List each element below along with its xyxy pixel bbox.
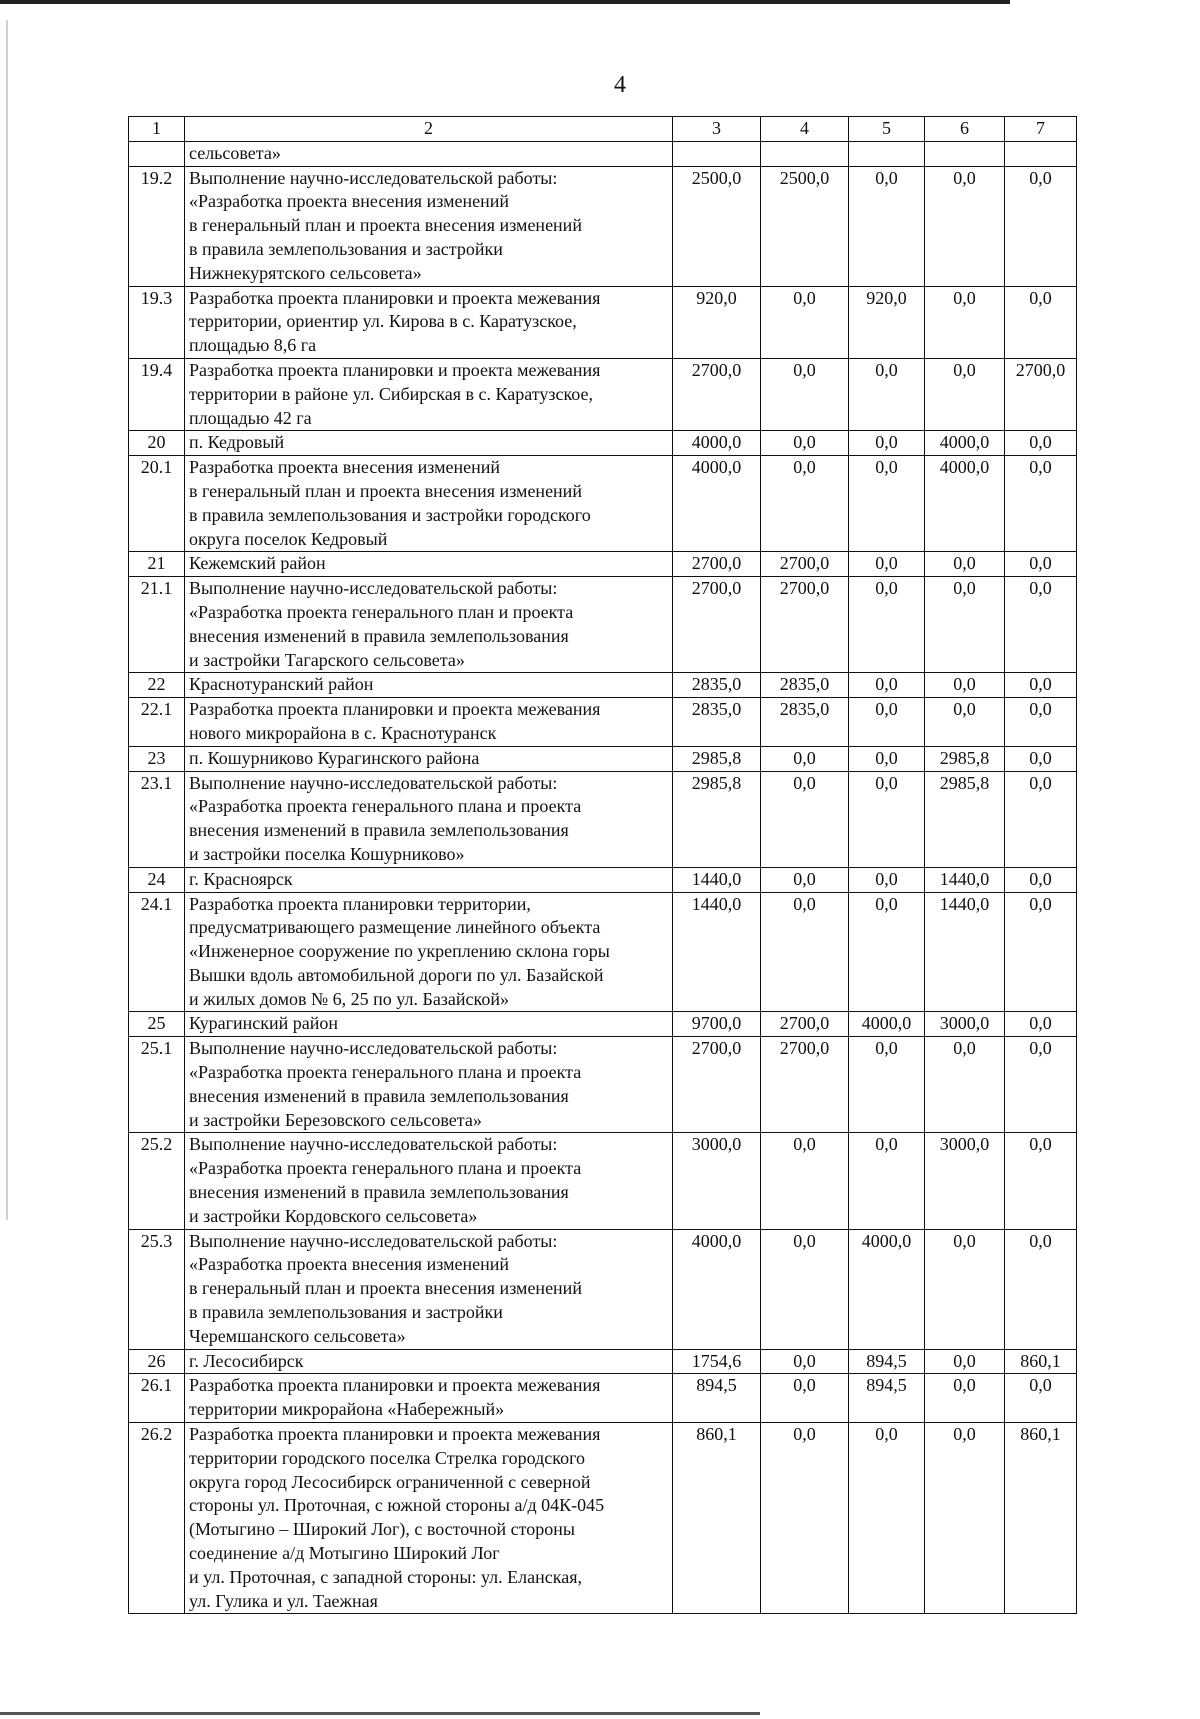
value-col-5: 0,0	[849, 698, 925, 747]
row-number: 25.3	[129, 1229, 185, 1349]
description-line: внесения изменений в правила землепользования	[189, 625, 569, 646]
description-line: и застройки поселка Кошурниково»	[189, 843, 465, 864]
row-number: 21.1	[129, 577, 185, 673]
description-line: п. Кошурниково Курагинского района	[189, 747, 480, 768]
header-cell-1: 1	[129, 117, 185, 142]
value-col-5: 0,0	[849, 456, 925, 552]
value-col-7: 860,1	[1005, 1349, 1077, 1374]
value-col-3: 1440,0	[673, 867, 761, 892]
header-cell-2: 2	[185, 117, 673, 142]
value-col-4: 2835,0	[761, 698, 849, 747]
value-col-6: 4000,0	[925, 431, 1005, 456]
table-row	[129, 771, 1077, 867]
header-cell-5: 5	[849, 117, 925, 142]
row-number: 23	[129, 746, 185, 771]
value-col-6: 3000,0	[925, 1133, 1005, 1229]
header-cell-7: 7	[1005, 117, 1077, 142]
description-line: Выполнение научно-исследовательской работы:	[189, 167, 558, 188]
row-number: 21	[129, 552, 185, 577]
value-col-5: 0,0	[849, 746, 925, 771]
value-col-4: 0,0	[761, 431, 849, 456]
row-number: 24.1	[129, 892, 185, 1012]
row-description	[185, 698, 673, 747]
value-col-7: 0,0	[1005, 892, 1077, 1012]
value-col-7: 0,0	[1005, 431, 1077, 456]
scan-edge-top	[0, 0, 1010, 4]
description-line: внесения изменений в правила землепользования	[189, 1085, 569, 1106]
header-cell-4: 4	[761, 117, 849, 142]
value-col-7: 0,0	[1005, 1012, 1077, 1037]
row-number: 25.2	[129, 1133, 185, 1229]
value-col-4: 0,0	[761, 867, 849, 892]
value-col-4: 0,0	[761, 358, 849, 430]
table-row	[129, 892, 1077, 1012]
description-line: «Разработка проекта внесения изменений	[189, 191, 509, 212]
row-number: 20	[129, 431, 185, 456]
scan-edge-left	[6, 20, 8, 1220]
description-line: предусматривающего размещение линейного объекта	[189, 917, 601, 938]
description-line: и застройки Кордовского сельсовета»	[189, 1205, 478, 1226]
value-col-4: 0,0	[761, 1229, 849, 1349]
value-col-4	[761, 141, 849, 166]
description-line: территории в районе ул. Сибирская в с. Каратузское,	[189, 383, 594, 404]
description-line: г. Лесосибирск	[189, 1350, 304, 1371]
description-line: Курагинский район	[189, 1013, 339, 1034]
value-col-4: 0,0	[761, 892, 849, 1012]
value-col-7: 0,0	[1005, 698, 1077, 747]
value-col-6: 0,0	[925, 698, 1005, 747]
table-row	[129, 673, 1077, 698]
description-line: и жилых домов № 6, 25 по ул. Базайской»	[189, 988, 509, 1009]
row-number: 26.1	[129, 1374, 185, 1423]
value-col-5: 894,5	[849, 1374, 925, 1423]
value-col-4: 2500,0	[761, 166, 849, 286]
description-line: внесения изменений в правила землепользования	[189, 1182, 569, 1203]
value-col-6: 0,0	[925, 166, 1005, 286]
description-line: в генеральный план и проекта внесения изменений	[189, 1278, 582, 1299]
description-line: «Разработка проекта генерального плана и проекта	[189, 1062, 582, 1083]
row-description	[185, 673, 673, 698]
description-line: территории, ориентир ул. Кирова в с. Каратузское,	[189, 311, 577, 332]
value-col-4: 0,0	[761, 1133, 849, 1229]
description-line: округа город Лесосибирск ограниченной с северной	[189, 1471, 591, 1492]
value-col-3: 4000,0	[673, 456, 761, 552]
value-col-7: 2700,0	[1005, 358, 1077, 430]
description-line: ул. Гулика и ул. Таежная	[189, 1590, 378, 1611]
value-col-5	[849, 141, 925, 166]
value-col-7: 0,0	[1005, 456, 1077, 552]
description-line: округа поселок Кедровый	[189, 528, 388, 549]
value-col-3: 2835,0	[673, 673, 761, 698]
description-line: Вышки вдоль автомобильной дороги по ул. Базайской	[189, 964, 604, 985]
row-description	[185, 1229, 673, 1349]
scan-edge-bottom	[0, 1712, 760, 1715]
value-col-5: 894,5	[849, 1349, 925, 1374]
value-col-3: 2700,0	[673, 1037, 761, 1133]
row-number: 25	[129, 1012, 185, 1037]
row-number: 23.1	[129, 771, 185, 867]
row-number: 26.2	[129, 1423, 185, 1614]
table-row	[129, 286, 1077, 358]
table-body	[129, 117, 1077, 1614]
value-col-3: 4000,0	[673, 1229, 761, 1349]
table-row	[129, 1229, 1077, 1349]
value-col-6: 0,0	[925, 1423, 1005, 1614]
value-col-4: 2700,0	[761, 552, 849, 577]
table-row	[129, 698, 1077, 747]
value-col-7: 0,0	[1005, 746, 1077, 771]
value-col-7: 860,1	[1005, 1423, 1077, 1614]
value-col-6: 0,0	[925, 286, 1005, 358]
row-description	[185, 867, 673, 892]
value-col-7: 0,0	[1005, 1374, 1077, 1423]
table-row	[129, 1374, 1077, 1423]
row-number: 20.1	[129, 456, 185, 552]
description-line: Разработка проекта планировки и проекта межевания	[189, 287, 601, 308]
row-description	[185, 141, 673, 166]
value-col-6: 0,0	[925, 1374, 1005, 1423]
row-number: 19.3	[129, 286, 185, 358]
value-col-5: 4000,0	[849, 1229, 925, 1349]
description-line: и застройки Тагарского сельсовета»	[189, 649, 465, 670]
description-line: Разработка проекта планировки и проекта межевания	[189, 1424, 601, 1445]
value-col-3: 3000,0	[673, 1133, 761, 1229]
row-number: 22.1	[129, 698, 185, 747]
description-line: Выполнение научно-исследовательской работы:	[189, 578, 558, 599]
value-col-3: 1754,6	[673, 1349, 761, 1374]
row-number	[129, 141, 185, 166]
row-number: 19.4	[129, 358, 185, 430]
value-col-7: 0,0	[1005, 577, 1077, 673]
value-col-3	[673, 141, 761, 166]
value-col-6: 0,0	[925, 1037, 1005, 1133]
table-row	[129, 1037, 1077, 1133]
value-col-5: 0,0	[849, 1037, 925, 1133]
value-col-7: 0,0	[1005, 673, 1077, 698]
value-col-5: 0,0	[849, 358, 925, 430]
description-line: территории городского поселка Стрелка городского	[189, 1447, 586, 1468]
value-col-7: 0,0	[1005, 552, 1077, 577]
value-col-7: 0,0	[1005, 1037, 1077, 1133]
description-line: п. Кедровый	[189, 432, 285, 453]
value-col-4: 0,0	[761, 771, 849, 867]
description-line: Черемшанского сельсовета»	[189, 1325, 406, 1346]
page-number: 4	[614, 72, 626, 98]
row-description	[185, 552, 673, 577]
value-col-3: 2985,8	[673, 746, 761, 771]
value-col-7: 0,0	[1005, 867, 1077, 892]
description-line: площадью 8,6 га	[189, 335, 317, 356]
row-description	[185, 1374, 673, 1423]
value-col-3: 920,0	[673, 286, 761, 358]
value-col-6: 4000,0	[925, 456, 1005, 552]
row-description	[185, 1133, 673, 1229]
value-col-6: 0,0	[925, 552, 1005, 577]
value-col-6: 2985,8	[925, 771, 1005, 867]
value-col-6: 2985,8	[925, 746, 1005, 771]
description-line: и ул. Проточная, с западной стороны: ул. Еланская,	[189, 1566, 582, 1587]
table-row	[129, 358, 1077, 430]
value-col-4: 0,0	[761, 456, 849, 552]
description-line: в правила землепользования и застройки	[189, 238, 503, 259]
value-col-3: 4000,0	[673, 431, 761, 456]
row-description	[185, 1012, 673, 1037]
description-line: стороны ул. Проточная, с южной стороны а/д 04К-045	[189, 1495, 605, 1516]
table-row	[129, 867, 1077, 892]
value-col-3: 2700,0	[673, 552, 761, 577]
header-cell-3: 3	[673, 117, 761, 142]
table-row	[129, 552, 1077, 577]
description-line: Разработка проекта планировки и проекта межевания	[189, 1375, 601, 1396]
value-col-7: 0,0	[1005, 771, 1077, 867]
value-col-6: 3000,0	[925, 1012, 1005, 1037]
value-col-4: 0,0	[761, 1423, 849, 1614]
value-col-3: 2835,0	[673, 698, 761, 747]
value-col-3: 894,5	[673, 1374, 761, 1423]
value-col-3: 860,1	[673, 1423, 761, 1614]
row-description	[185, 892, 673, 1012]
value-col-6: 0,0	[925, 1229, 1005, 1349]
row-description	[185, 577, 673, 673]
value-col-7: 0,0	[1005, 1133, 1077, 1229]
table-row	[129, 1133, 1077, 1229]
header-cell-6: 6	[925, 117, 1005, 142]
value-col-3: 2500,0	[673, 166, 761, 286]
row-number: 24	[129, 867, 185, 892]
table-row	[129, 1349, 1077, 1374]
description-line: «Разработка проекта генерального плана и проекта	[189, 796, 582, 817]
value-col-5: 0,0	[849, 577, 925, 673]
row-description	[185, 1349, 673, 1374]
description-line: в генеральный план и проекта внесения изменений	[189, 215, 582, 236]
row-description	[185, 358, 673, 430]
value-col-4: 0,0	[761, 746, 849, 771]
value-col-4: 2835,0	[761, 673, 849, 698]
table-row	[129, 431, 1077, 456]
table-row	[129, 1423, 1077, 1614]
value-col-5: 0,0	[849, 1133, 925, 1229]
description-line: Разработка проекта внесения изменений	[189, 457, 500, 478]
row-number: 19.2	[129, 166, 185, 286]
description-line: «Разработка проекта внесения изменений	[189, 1254, 509, 1275]
description-line: Выполнение научно-исследовательской работы:	[189, 772, 558, 793]
description-line: Разработка проекта планировки территории,	[189, 893, 531, 914]
value-col-4: 0,0	[761, 286, 849, 358]
value-col-7: 0,0	[1005, 1229, 1077, 1349]
row-description	[185, 746, 673, 771]
description-line: Краснотуранский район	[189, 674, 374, 695]
value-col-5: 0,0	[849, 867, 925, 892]
value-col-5: 0,0	[849, 673, 925, 698]
row-number: 25.1	[129, 1037, 185, 1133]
value-col-6: 0,0	[925, 1349, 1005, 1374]
value-col-7	[1005, 141, 1077, 166]
description-line: площадью 42 га	[189, 407, 312, 428]
value-col-5: 0,0	[849, 892, 925, 1012]
description-line: «Инженерное сооружение по укреплению склона горы	[189, 941, 610, 962]
table-header-row	[129, 117, 1077, 142]
description-line: территории микрорайона «Набережный»	[189, 1399, 505, 1420]
row-description	[185, 431, 673, 456]
description-line: г. Красноярск	[189, 868, 293, 889]
row-number: 26	[129, 1349, 185, 1374]
description-line: Кежемский район	[189, 553, 326, 574]
value-col-5: 920,0	[849, 286, 925, 358]
row-description	[185, 1037, 673, 1133]
table-row	[129, 456, 1077, 552]
value-col-6: 0,0	[925, 358, 1005, 430]
description-line: в генеральный план и проекта внесения изменений	[189, 480, 582, 501]
row-number: 22	[129, 673, 185, 698]
table-row	[129, 577, 1077, 673]
row-description	[185, 286, 673, 358]
value-col-4: 0,0	[761, 1349, 849, 1374]
value-col-6: 1440,0	[925, 867, 1005, 892]
value-col-3: 1440,0	[673, 892, 761, 1012]
value-col-4: 2700,0	[761, 577, 849, 673]
budget-table	[128, 116, 1077, 1614]
value-col-4: 0,0	[761, 1374, 849, 1423]
value-col-5: 4000,0	[849, 1012, 925, 1037]
value-col-5: 0,0	[849, 431, 925, 456]
description-line: соединение а/д Мотыгино Широкий Лог	[189, 1543, 500, 1564]
table-row	[129, 1012, 1077, 1037]
value-col-7: 0,0	[1005, 286, 1077, 358]
description-line: и застройки Березовского сельсовета»	[189, 1109, 482, 1130]
value-col-7: 0,0	[1005, 166, 1077, 286]
value-col-5: 0,0	[849, 1423, 925, 1614]
description-line: в правила землепользования и застройки городского	[189, 504, 591, 525]
value-col-6: 0,0	[925, 673, 1005, 698]
value-col-3: 2985,8	[673, 771, 761, 867]
description-line: нового микрорайона в с. Краснотуранск	[189, 722, 497, 743]
row-description	[185, 771, 673, 867]
table-row	[129, 141, 1077, 166]
description-line: Выполнение научно-исследовательской работы:	[189, 1230, 558, 1251]
value-col-6: 1440,0	[925, 892, 1005, 1012]
value-col-4: 2700,0	[761, 1037, 849, 1133]
value-col-6: 0,0	[925, 577, 1005, 673]
value-col-3: 2700,0	[673, 577, 761, 673]
value-col-5: 0,0	[849, 166, 925, 286]
row-description	[185, 166, 673, 286]
description-line: Нижнекурятского сельсовета»	[189, 262, 422, 283]
description-line: Выполнение научно-исследовательской работы:	[189, 1134, 558, 1155]
value-col-3: 2700,0	[673, 358, 761, 430]
description-line: Разработка проекта планировки и проекта межевания	[189, 699, 601, 720]
row-description	[185, 1423, 673, 1614]
description-line: внесения изменений в правила землепользования	[189, 820, 569, 841]
row-description	[185, 456, 673, 552]
description-line: в правила землепользования и застройки	[189, 1302, 503, 1323]
description-line: Выполнение научно-исследовательской работы:	[189, 1038, 558, 1059]
value-col-3: 9700,0	[673, 1012, 761, 1037]
value-col-5: 0,0	[849, 771, 925, 867]
table-row	[129, 746, 1077, 771]
value-col-5: 0,0	[849, 552, 925, 577]
value-col-6	[925, 141, 1005, 166]
description-line: (Мотыгино – Широкий Лог), с восточной стороны	[189, 1519, 575, 1540]
description-line: сельсовета»	[189, 142, 281, 163]
description-line: «Разработка проекта генерального плана и проекта	[189, 1158, 582, 1179]
description-line: Разработка проекта планировки и проекта межевания	[189, 359, 601, 380]
table-row	[129, 166, 1077, 286]
description-line: «Разработка проекта генерального план и проекта	[189, 601, 574, 622]
value-col-4: 2700,0	[761, 1012, 849, 1037]
